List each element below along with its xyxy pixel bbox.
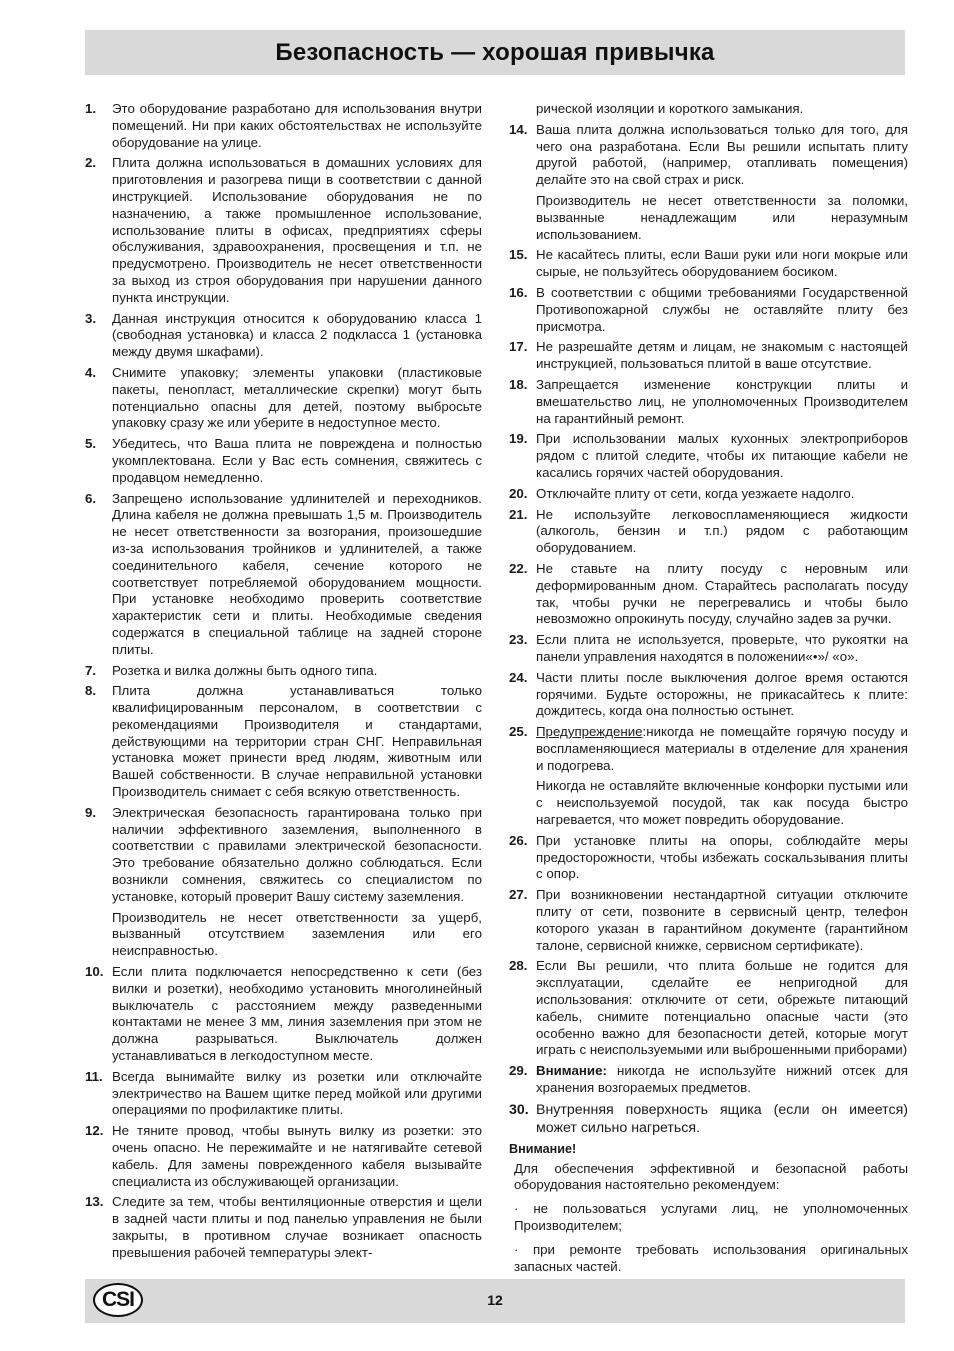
- item-body: [112, 1123, 482, 1190]
- item-paragraph: Запрещено использование удлинителей и переходников. Длина кабеля не должна превышать 1,5 м. Производитель не несет ответственности за возгорания, произошедшие из-за использования тройников и удлинителей, а также соединительного кабеля, сечение которого не соответствует потребляемой оборудованием мощности. При установке необходимо проверить соответствие характеристик сети и плиты. Необходимые сведения содержатся в специальной таблице на задней стороне плиты.: [112, 490, 482, 657]
- item-paragraph: Никогда не оставляйте включенные конфорки пустыми или с неиспользуемой посудой, так как посуда быстро нагревается, что может повредить оборудование.: [536, 778, 908, 828]
- item-number: 15.: [509, 247, 528, 263]
- note-paragraph: · при ремонте требовать использования оригинальных запасных частей.: [514, 1241, 908, 1274]
- item-number: 30.: [509, 1101, 529, 1118]
- item-body: [536, 1063, 908, 1097]
- item-body: [112, 491, 482, 659]
- list-item: [509, 431, 908, 481]
- item-number: 12.: [85, 1123, 104, 1139]
- list-item: [85, 101, 482, 151]
- item-paragraph: Производитель не несет ответственности за поломки, вызванные ненадлежащим или неразумным использованием.: [536, 192, 908, 242]
- item-number: 17.: [509, 339, 528, 355]
- item-number: 1.: [85, 101, 97, 116]
- list-item: [509, 339, 908, 373]
- item-number: 11.: [85, 1068, 103, 1084]
- list-item: [85, 1194, 482, 1261]
- page-title: Безопасность — хорошая привычка: [275, 38, 715, 66]
- list-item: [85, 436, 482, 486]
- item-paragraph: Ваша плита должна использоваться только для того, для чего она разработана. Если Вы решили испытать плиту другой работой, (например, отапливать помещения) делайте это на свой страх и риск.: [536, 121, 908, 188]
- item-paragraph: Данная инструкция относится к оборудованию класса 1 (свободная установка) и класса 2 подкласса 1 (установка между двумя шкафами).: [112, 310, 482, 360]
- list-item: [509, 285, 908, 335]
- list-item: [509, 887, 908, 954]
- item-body: [536, 887, 908, 954]
- title-bar: [85, 30, 905, 75]
- list-item: [85, 155, 482, 306]
- item-body: [536, 431, 908, 481]
- item-body: [536, 632, 908, 666]
- item-paragraph: Убедитесь, что Ваша плита не повреждена и полностью укомплектована. Если у Вас есть сомнения, свяжитесь с продавцом немедленно.: [112, 436, 482, 485]
- item-body: [112, 365, 482, 432]
- item-number: 25.: [509, 724, 528, 740]
- item-number: 24.: [509, 669, 528, 685]
- item-body: [536, 724, 908, 829]
- item-number: 13.: [85, 1194, 104, 1210]
- item-number: 5.: [85, 436, 97, 452]
- item-body: [112, 964, 482, 1065]
- list-item-29: [509, 1063, 908, 1097]
- item-number: 9.: [85, 804, 97, 820]
- item-body: [536, 122, 908, 244]
- warning-text: :никогда не помещайте горячую посуду и воспламеняющиеся материалы в отделение для хранения и подогрева.: [536, 724, 908, 773]
- item-body: [112, 1194, 482, 1261]
- item-paragraph: Не разрешайте детям и лицам, не знакомым с настоящей инструкцией, пользоваться плитой в ваше отсутствие.: [536, 339, 908, 372]
- note-heading: Внимание!: [509, 1141, 577, 1156]
- item-paragraph: Если плита подключается непосредственно к сети (без вилки и розетки), необходимо установить многолинейный выключатель с расстоянием между разведенными контактами не менее 3 мм, линия заземления при этом не должна разрываться. Выключатель должен устанавливаться в легкодоступном месте.: [112, 964, 482, 1064]
- list-item: [85, 805, 482, 960]
- item-paragraph: [536, 724, 908, 774]
- item-paragraph: Снимите упаковку; элементы упаковки (пластиковые пакеты, пенопласт, металлические скрепки) могут быть потенциально опасны для детей, поэтому выбросьте упаковку сразу же или уберите в недоступное место.: [112, 364, 482, 431]
- list-item: [85, 964, 482, 1065]
- item-paragraph: Не тяните провод, чтобы вынуть вилку из розетки: это очень опасно. Не пережимайте и не натягивайте сетевой кабель. Для замены поврежденного кабеля вызывайте специалиста из обслуживающей организации.: [112, 1123, 482, 1189]
- item-number: 27.: [509, 887, 528, 903]
- list-item-25: [509, 724, 908, 829]
- left-column: [85, 101, 482, 1266]
- item-number: 21.: [509, 506, 528, 522]
- item-paragraph: Если плита не используется, проверьте, что рукоятки на панели управления находятся в положении«•»/ «o».: [536, 632, 908, 664]
- item-paragraph: Не ставьте на плиту посуду с неровным или деформированным дном. Старайтесь располагать посуду так, чтобы ручки не перегревались и чтобы было невозможно опрокинуть посуду, случайно задев за ручки.: [536, 560, 908, 627]
- item-body: [112, 436, 482, 486]
- list-item: [509, 486, 908, 503]
- item-number: 8.: [85, 683, 97, 699]
- item-number: 22.: [509, 560, 528, 576]
- list-item: [509, 958, 908, 1059]
- item-body: [112, 101, 482, 151]
- list-item: [509, 122, 908, 244]
- note-paragraph: Для обеспечения эффективной и безопасной работы оборудования настоятельно рекомендуем:: [514, 1160, 908, 1193]
- item-paragraph: Запрещается изменение конструкции плиты и вмешательство лиц, не уполномоченных Производителем на гарантийный ремонт.: [536, 376, 908, 426]
- item-paragraph: Плита должна устанавливаться только квалифицированным персоналом, в соответствии с рекомендациями Производителя и стандартами, действующими на территории стран СНГ. Неправильная установка может принести вред людям, животным или Вашей собственности. В случае неправильной установки Производитель снимает с себя всякую ответственность.: [112, 683, 482, 800]
- item-paragraph: При возникновении нестандартной ситуации отключите плиту от сети, позвоните в сервисный центр, телефон которого указан в гарантийном документе (гарантийном талоне, сервисной книжке, сервисном сертификате).: [536, 887, 908, 953]
- list-item-30: [509, 1101, 908, 1137]
- item-paragraph: При установке плиты на опоры, соблюдайте меры предосторожности, чтобы избежать соскальзывания плиты с опор.: [536, 832, 908, 882]
- item-number: 16.: [509, 284, 528, 300]
- item-body: [536, 247, 908, 281]
- item-paragraph: Если Вы решили, что плита больше не годится для эксплуатации, сделайте ее непригодной для использования: отключите от сети, обрежьте питающий кабель, снимите потенциально опасные части (это особенно важно для безопасности детей, которые могут играть с неиспользуемыми или выброшенными приборами): [536, 958, 908, 1058]
- item-paragraph: Плита должна использоваться в домашних условиях для приготовления и разогрева пищи в соответствии с данной инструкцией. Использование оборудования не по назначению, а также промышленное использование, использование плиты в офисах, предприятиях сферы обслуживания, здравоохранения, просвещения и т.п. не предусмотрено. Производитель не несет ответственности за выход из строя оборудования при нарушении данного пункта инструкции.: [112, 155, 482, 305]
- item-body: [536, 507, 908, 557]
- item-body: [112, 663, 482, 680]
- list-item: [85, 491, 482, 659]
- list-item: [509, 247, 908, 281]
- attention-text: никогда не используйте нижний отсек для хранения возгораемых предметов.: [536, 1063, 908, 1096]
- right-column: [509, 101, 908, 1282]
- item-paragraph: Розетка и вилка должны быть одного типа.: [112, 662, 378, 678]
- item-number: 3.: [85, 310, 97, 326]
- note-paragraph: · не пользоваться услугами лиц, не уполномоченных Производителем;: [514, 1201, 908, 1234]
- list-item: [509, 833, 908, 883]
- item-paragraph: Отключайте плиту от сети, когда уезжаете надолго.: [536, 485, 855, 501]
- attention-label: Внимание:: [536, 1063, 607, 1079]
- item-body: [536, 285, 908, 335]
- item-paragraph: Всегда вынимайте вилку из розетки или отключайте электричество на Вашем щитке перед мойкой или другими операциями по профилактике плиты.: [112, 1068, 482, 1118]
- item-body: [536, 486, 908, 503]
- item-paragraph: Электрическая безопасность гарантирована только при наличии эффективного заземления, выполненного в соответствии с правилами электрической безопасности. Это требование обязательно должно соблюдаться. Если возникли сомнения, свяжитесь со специалистом по установке, который проверит Вашу систему заземления.: [112, 804, 482, 904]
- item-number: 7.: [85, 662, 97, 678]
- item-number: 14.: [509, 121, 528, 137]
- footer-bar: [85, 1279, 905, 1323]
- item-body: [112, 805, 482, 960]
- item-body: Внутренняя поверхность ящика (если он имеется) может сильно нагреться.: [536, 1101, 908, 1136]
- page-number: 12: [487, 1292, 503, 1308]
- list-item: [85, 683, 482, 801]
- list-item: [509, 632, 908, 666]
- item-body: [112, 1069, 482, 1119]
- list-item: [509, 561, 908, 628]
- item-number: 28.: [509, 958, 528, 974]
- list-item: [85, 365, 482, 432]
- item-body: [536, 339, 908, 373]
- list-item: [85, 1123, 482, 1190]
- item-body: [536, 670, 908, 720]
- item-number: 4.: [85, 364, 97, 380]
- logo-text: CSI: [101, 1288, 134, 1311]
- warning-label: Предупреждение: [536, 724, 643, 740]
- item-number: 23.: [509, 632, 528, 648]
- item-body: [536, 958, 908, 1059]
- continuation-text: рической изоляции и короткого замыкания.: [536, 101, 804, 116]
- item-body: [536, 377, 908, 427]
- item-paragraph: Это оборудование разработано для использования внутри помещений. Ни при каких обстоятельствах не используйте оборудование на улице.: [112, 101, 482, 150]
- item-paragraph: Не касайтесь плиты, если Ваши руки или ноги мокрые или сырые, не пользуйтесь оборудованием босиком.: [536, 247, 908, 280]
- list-item: [85, 311, 482, 361]
- item-body: [112, 683, 482, 801]
- item-body: [536, 833, 908, 883]
- list-item: [85, 663, 482, 680]
- item-paragraph: В соответствии с общими требованиями Государственной Противопожарной службы не оставляйте плиту без присмотра.: [536, 284, 908, 334]
- item-number: 29.: [509, 1063, 528, 1079]
- item-number: 26.: [509, 832, 528, 848]
- item-paragraph: Производитель не несет ответственности за ущерб, вызванный отсутствием заземления или его неисправностью.: [112, 909, 482, 959]
- item-number: 20.: [509, 485, 528, 501]
- list-item: [85, 1069, 482, 1119]
- item-number: 2.: [85, 155, 97, 171]
- item-paragraph: При использовании малых кухонных электроприборов рядом с плитой следите, чтобы их питающие кабели не касались горячих частей оборудования.: [536, 431, 908, 480]
- list-item: [509, 670, 908, 720]
- item-body: [536, 561, 908, 628]
- item-body: [112, 155, 482, 306]
- item-paragraph: Части плиты после выключения долгое время остаются горячими. Будьте осторожны, не прикасайтесь к плите: дождитесь, когда она полностью остынет.: [536, 669, 908, 719]
- item-body: [112, 311, 482, 361]
- item-number: 18.: [509, 376, 528, 392]
- item-paragraph: Следите за тем, чтобы вентиляционные отверстия и щели в задней части плиты и под панелью управления не были закрыты, в противном случае возникает опасность превышения рабочей температуры элект-: [112, 1194, 482, 1260]
- list-item: [509, 377, 908, 427]
- item-number: 19.: [509, 431, 528, 447]
- item-number: 6.: [85, 490, 97, 506]
- item-paragraph: Не используйте легковоспламеняющиеся жидкости (алкоголь, бензин и т.п.) рядом с работающим оборудованием.: [536, 506, 908, 556]
- list-item: [509, 507, 908, 557]
- item-number: 10.: [85, 964, 104, 980]
